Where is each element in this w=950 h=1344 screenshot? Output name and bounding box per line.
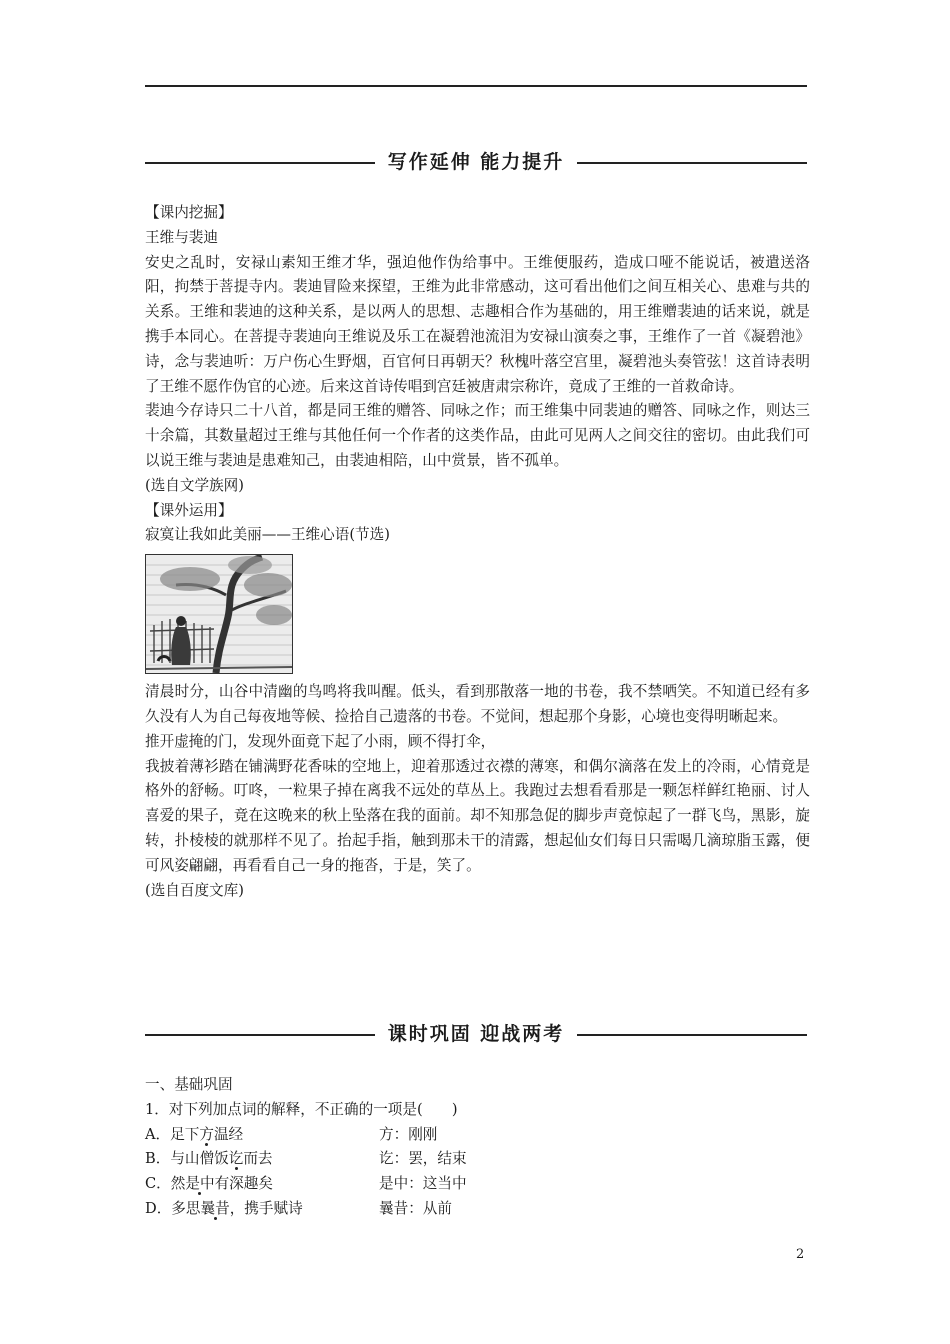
paragraph: 推开虚掩的门，发现外面竟下起了小雨，顾不得打伞， [145,732,496,750]
heading-rule-left [145,162,375,164]
option-text [145,1123,379,1148]
option-explanation: 曩昔：从前 [379,1199,452,1217]
ink-painting-scholar-under-tree-icon [145,554,293,674]
section-title: 课时巩固 迎战两考 [380,1019,573,1049]
exercise-section [145,1073,810,1222]
reading-section [145,201,810,903]
heading-rule-left [145,1034,375,1036]
exercise-heading: 一、基础巩固 [145,1076,233,1093]
option-letter: A． [145,1125,171,1143]
option-phrase: 足下 [170,1125,200,1143]
option-phrase: 然 [170,1175,186,1193]
option-phrase: 而去 [243,1150,273,1168]
option-letter: D． [145,1199,172,1217]
paragraph: 我披着薄衫踏在铺满野花香味的空地上，迎着那透过衣襟的薄寒，和偶尔滴落在发上的冷雨，心情竟是格外的舒畅。叮咚，一粒果子掉在离我不远处的草丛上。我跑过去想看看那是一颗怎样鲜红艳丽、讨人喜爱的果子，竟在这晚来的秋上坠落在我的面前。却不知那急促的脚步声竟惊起了一群飞鸟，黑影，旋转，扑棱棱的就那样不见了。抬起手指，触到那未干的清露，想起仙女们每日只需喝几滴琼脂玉露，便可风姿翩翩，再看看自己一身的拖沓，于是，笑了。 [145,757,810,874]
option-row [145,1172,810,1197]
option-phrase: 温经 [213,1125,244,1143]
heading-rule-right [577,162,807,164]
option-list [145,1123,810,1222]
paragraph: 安史之乱时，安禄山素知王维才华，强迫他作伪给事中。王维便服药，造成口哑不能说话，被遣送洛阳，拘禁于菩提寺内。裴迪冒险来探望，王维为此非常感动，这可看出他们之间互相关心、患难与共的关系。王维和裴迪的这种关系，是以两人的思想、志趣相合作为基础的，用王维赠裴迪的话来说，就是携手本同心。在菩提寺裴迪向王维说及乐工在凝碧池流泪为安禄山演奏之事，王维作了一首《凝碧池》诗，念与裴迪听：万户伤心生野烟，百官何日再朝天？秋槐叶落空宫里，凝碧池头奏管弦！这首诗表明了王维不愿作伪官的心迹。后来这首诗传唱到宫廷被唐肃宗称许，竟成了王维的一首救命诗。 [145,253,810,395]
page-number: 2 [796,1247,805,1262]
dotted-word: 讫 [228,1150,244,1168]
top-rule [145,85,807,87]
option-phrase: ，携手赋诗 [229,1199,303,1217]
option-explanation: 方：刚刚 [379,1125,438,1143]
option-row [145,1123,810,1148]
article-title: 寂寞让我如此美丽——王维心语(节选) [145,526,390,544]
section-heading-consolidation [145,1019,807,1049]
paragraph: 裴迪今存诗只二十八首，都是同王维的赠答、同咏之作；而王维集中同裴迪的赠答、同咏之作，则达三十余篇，其数量超过王维与其他任何一个作者的这类作品，由此可见两人之间交往的密切。由此我们可以说王维与裴迪是患难知己，由裴迪相陪，山中赏景，皆不孤单。 [145,402,810,469]
source-note: (选自百度文库) [145,881,244,899]
option-phrase: 有深趣矣 [214,1175,273,1193]
option-row [145,1197,810,1222]
dotted-word: 方 [199,1125,214,1143]
source-note: (选自文学族网) [145,476,244,494]
option-letter: C． [145,1175,171,1193]
option-phrase: 与山僧饭 [170,1150,229,1168]
option-text [145,1197,379,1222]
option-text [145,1147,379,1172]
option-explanation: 讫：罢，结束 [379,1150,467,1168]
dotted-word: 曩昔 [200,1199,230,1217]
section-title: 写作延伸 能力提升 [380,147,573,177]
option-phrase: 多思 [171,1199,201,1217]
option-row [145,1147,810,1172]
paragraph: 清晨时分，山谷中清幽的鸟鸣将我叫醒。低头，看到那散落一地的书卷，我不禁哂笑。不知道已经有多久没有人为自己每夜地等候、捡拾自己遗落的书卷。不觉间，想起那个身影，心境也变得明晰起来。 [145,683,810,725]
article-title: 王维与裴迪 [145,228,218,246]
inclass-label: 【课内挖掘】 [145,204,233,221]
section-heading-writing [145,147,807,177]
outclass-label: 【课外运用】 [145,501,233,519]
option-text [145,1172,379,1197]
option-letter: B． [145,1150,171,1168]
heading-rule-right [577,1034,807,1036]
question-text: 1．对下列加点词的解释，不正确的一项是( ) [145,1100,458,1118]
option-explanation: 是中：这当中 [379,1175,467,1193]
dotted-word: 是中 [185,1175,215,1193]
